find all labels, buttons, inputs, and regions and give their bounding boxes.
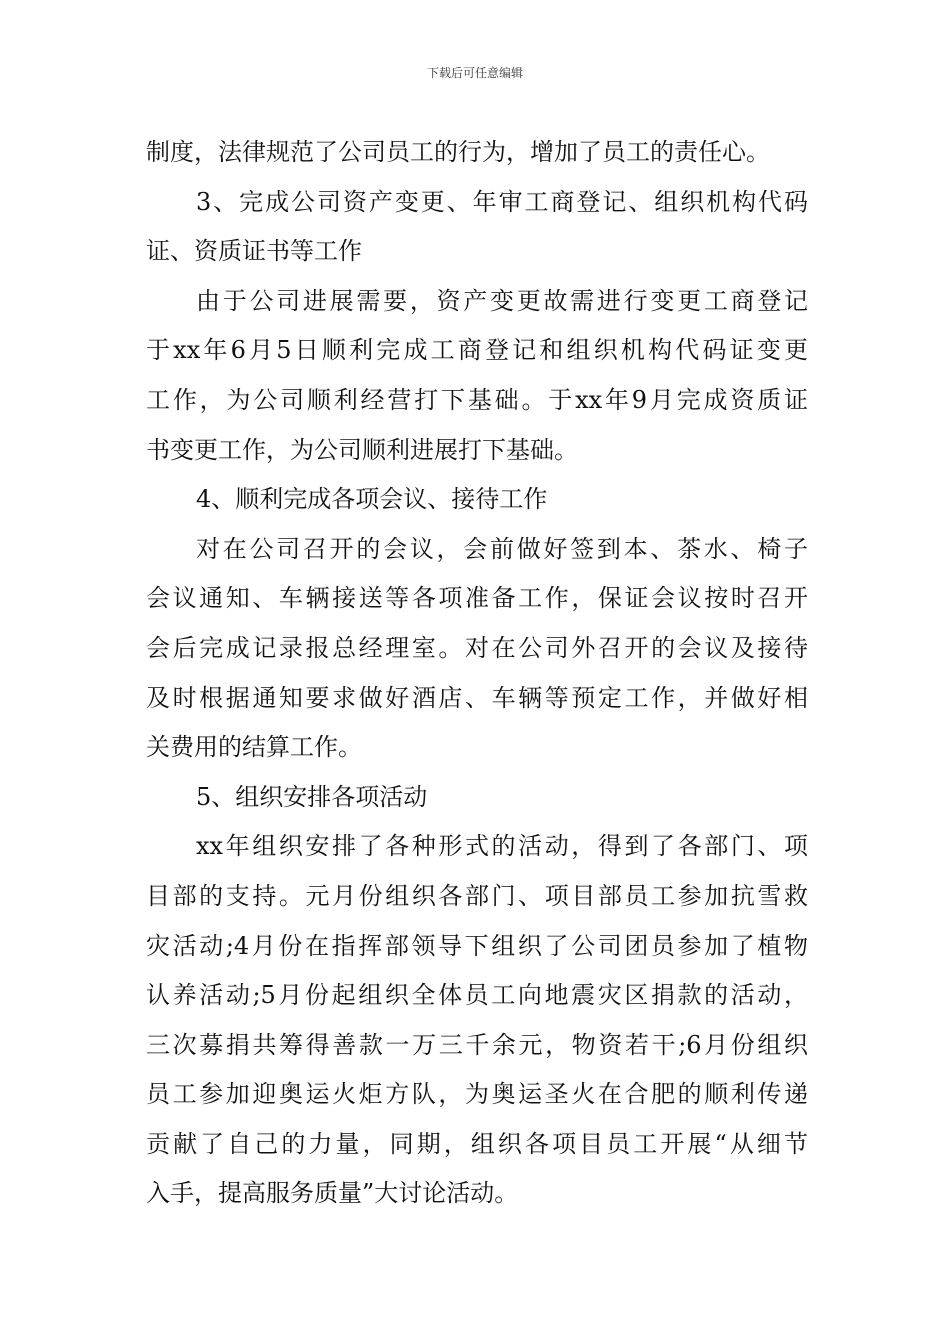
- paragraph-line: 关费用的结算工作。: [146, 733, 362, 762]
- document-body: [146, 128, 808, 1219]
- paragraph-line: 员工参加迎奥运火炬方队，为奥运圣火在合肥的顺利传递: [146, 1080, 808, 1109]
- paragraph-line: 会后完成记录报总经理室。对在公司外召开的会议及接待: [146, 633, 808, 662]
- paragraph-line: 认养活动;5月份起组织全体员工向地震灾区捐款的活动，: [146, 981, 808, 1010]
- paragraph-line: xx年组织安排了各种形式的活动，得到了各部门、项: [196, 832, 808, 861]
- section-heading-line: 证、资质证书等工作: [146, 237, 362, 266]
- section-heading-line: 4、顺利完成各项会议、接待工作: [196, 485, 548, 514]
- paragraph-line: 对在公司召开的会议，会前做好签到本、茶水、椅子: [196, 534, 808, 563]
- section-heading-line: 3、完成公司资产变更、年审工商登记、组织机构代码: [196, 187, 808, 216]
- paragraph-line: 书变更工作，为公司顺利进展打下基础。: [146, 435, 578, 464]
- paragraph-line: 入手，提高服务质量”大讨论活动。: [146, 1179, 519, 1208]
- paragraph-line: 三次募捐共筹得善款一万三千余元，物资若干;6月份组织: [146, 1030, 808, 1059]
- paragraph-line: 及时根据通知要求做好酒店、车辆等预定工作，并做好相: [146, 683, 808, 712]
- paragraph-line: 灾活动;4月份在指挥部领导下组织了公司团员参加了植物: [146, 931, 808, 960]
- paragraph-line: 贡献了自己的力量，同期，组织各项目员工开展“从细节: [146, 1129, 808, 1158]
- paragraph-line: 目部的支持。元月份组织各部门、项目部员工参加抗雪救: [146, 881, 808, 910]
- paragraph-line: 工作，为公司顺利经营打下基础。于xx年9月完成资质证: [146, 385, 808, 414]
- page-header: 下载后可任意编辑: [426, 66, 523, 80]
- paragraph-line: 由于公司进展需要，资产变更故需进行变更工商登记: [196, 286, 808, 315]
- paragraph-line: 会议通知、车辆接送等各项准备工作，保证会议按时召开: [146, 584, 808, 613]
- paragraph-line: 于xx年6月5日顺利完成工商登记和组织机构代码证变更: [146, 336, 808, 365]
- paragraph-line: 制度，法律规范了公司员工的行为，增加了员工的责任心。: [146, 138, 770, 166]
- section-heading-line: 5、组织安排各项活动: [196, 782, 428, 811]
